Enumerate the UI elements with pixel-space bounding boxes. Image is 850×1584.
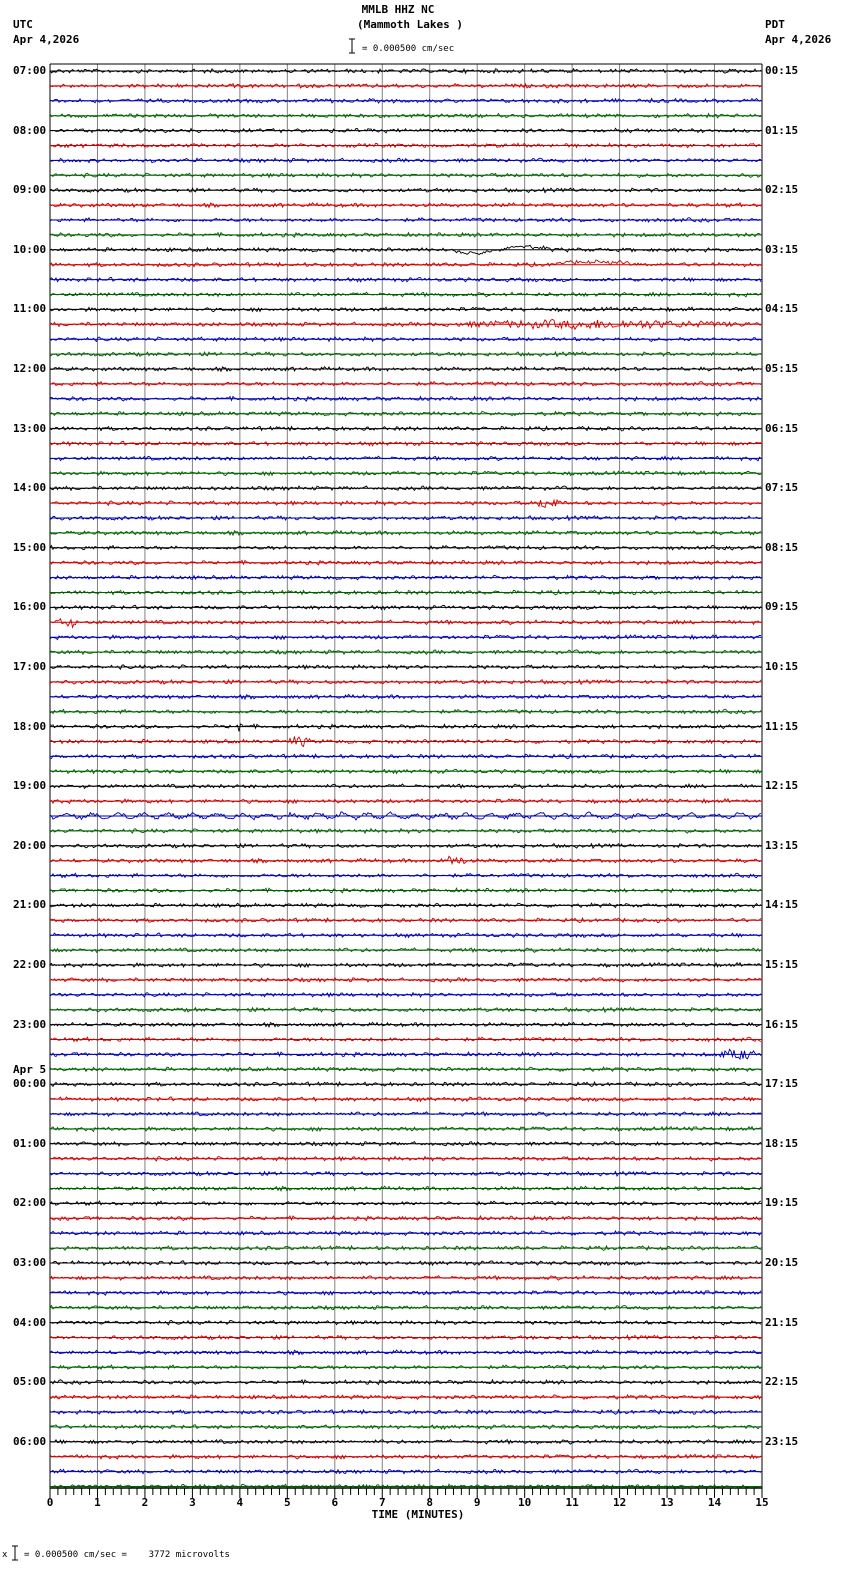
x-tick-label: 12	[612, 1496, 627, 1509]
footer-prefix: x	[2, 1550, 8, 1560]
left-timezone: UTC	[13, 18, 33, 31]
utc-hour-label: 21:00	[13, 898, 47, 912]
x-tick-label: 13	[660, 1496, 674, 1509]
pdt-hour-label: 22:15	[765, 1375, 799, 1389]
station-title: MMLB HHZ NC	[361, 3, 435, 16]
pdt-hour-label: 19:15	[765, 1196, 799, 1210]
utc-hour-label: 19:00	[13, 779, 47, 793]
trace	[50, 619, 761, 628]
pdt-hour-label: 01:15	[765, 123, 799, 137]
x-tick-label: 1	[94, 1496, 101, 1509]
pdt-hour-label: 20:15	[765, 1256, 799, 1269]
x-tick-label: 10	[518, 1496, 532, 1509]
x-tick-label: 0	[46, 1496, 54, 1509]
pdt-hour-label: 07:15	[765, 481, 799, 495]
pdt-hour-label: 00:15	[765, 64, 799, 77]
trace	[50, 1306, 761, 1310]
pdt-hour-label: 15:15	[765, 958, 799, 971]
trace	[50, 1291, 761, 1296]
trace	[50, 397, 761, 402]
x-tick-label: 4	[236, 1496, 244, 1509]
utc-hour-label: 12:00	[13, 362, 47, 375]
pdt-hour-label: 18:15	[765, 1136, 799, 1150]
utc-hour-label: 18:00	[13, 719, 47, 733]
trace	[50, 278, 761, 282]
utc-hour-label: 16:00	[13, 600, 47, 614]
x-tick-label: 6	[331, 1496, 339, 1509]
pdt-hour-label: 12:15	[765, 779, 799, 793]
x-axis-label: TIME (MINUTES)	[371, 1508, 465, 1521]
pdt-hour-label: 02:15	[765, 183, 799, 197]
x-tick-label: 5	[284, 1496, 291, 1509]
utc-hour-label: 05:00	[13, 1375, 47, 1389]
utc-hour-label: 13:00	[13, 421, 47, 435]
utc-hour-label: 22:00	[13, 958, 47, 971]
utc-hour-label: 11:00	[13, 302, 47, 316]
x-tick-label: 14	[707, 1496, 722, 1509]
pdt-hour-label: 14:15	[765, 898, 799, 912]
utc-hour-label: 06:00	[13, 1434, 47, 1448]
trace	[50, 856, 761, 863]
trace	[50, 260, 761, 267]
pdt-hour-label: 17:15	[765, 1077, 799, 1091]
trace	[50, 799, 761, 804]
pdt-hour-label: 04:15	[765, 302, 799, 316]
utc-hour-label: 10:00	[13, 242, 47, 256]
scale-label: = 0.000500 cm/sec	[362, 44, 455, 54]
pdt-hour-label: 21:15	[765, 1315, 799, 1329]
utc-hour-label: 14:00	[13, 481, 47, 495]
utc-hour-label: 15:00	[13, 540, 47, 554]
utc-hour-label: 09:00	[13, 183, 47, 197]
x-tick-label: 7	[378, 1496, 386, 1509]
pdt-hour-label: 09:15	[765, 600, 799, 614]
utc-hour-label: 01:00	[13, 1136, 47, 1150]
pdt-hour-label: 06:15	[765, 421, 799, 435]
left-date: Apr 4,2026	[13, 33, 80, 46]
utc-hour-label: 00:00	[13, 1077, 47, 1091]
trace	[50, 724, 761, 732]
pdt-hour-label: 11:15	[765, 719, 799, 733]
trace	[50, 500, 761, 508]
pdt-hour-label: 08:15	[765, 540, 799, 554]
pdt-hour-label: 03:15	[765, 242, 799, 256]
utc-hour-label: 03:00	[13, 1256, 47, 1269]
pdt-hour-label: 10:15	[765, 660, 799, 673]
x-tick-label: 11	[565, 1496, 579, 1509]
x-tick-label: 2	[141, 1496, 149, 1509]
trace	[50, 412, 761, 416]
station-location: (Mammoth Lakes )	[357, 18, 463, 31]
right-date: Apr 4,2026	[765, 33, 832, 46]
x-tick-label: 3	[189, 1496, 196, 1509]
utc-hour-label: 08:00	[13, 123, 47, 137]
date-change-label: Apr 5	[13, 1063, 47, 1077]
utc-hour-label: 04:00	[13, 1315, 47, 1329]
pdt-hour-label: 13:15	[765, 838, 799, 852]
x-tick-label: 9	[473, 1496, 481, 1509]
footer-scale-note: = 0.000500 cm/sec = 3772 microvolts	[24, 1550, 230, 1560]
trace	[50, 1395, 761, 1399]
utc-hour-label: 20:00	[13, 838, 47, 852]
utc-hour-label: 02:00	[13, 1196, 47, 1210]
pdt-hour-label: 16:15	[765, 1017, 799, 1031]
right-timezone: PDT	[765, 18, 785, 31]
utc-hour-label: 07:00	[13, 64, 47, 77]
utc-hour-label: 23:00	[13, 1017, 47, 1031]
pdt-hour-label: 23:15	[765, 1434, 799, 1448]
x-tick-label: 8	[426, 1496, 434, 1509]
utc-hour-label: 17:00	[13, 660, 47, 673]
pdt-hour-label: 05:15	[765, 362, 799, 375]
x-tick-label: 15	[755, 1496, 769, 1509]
